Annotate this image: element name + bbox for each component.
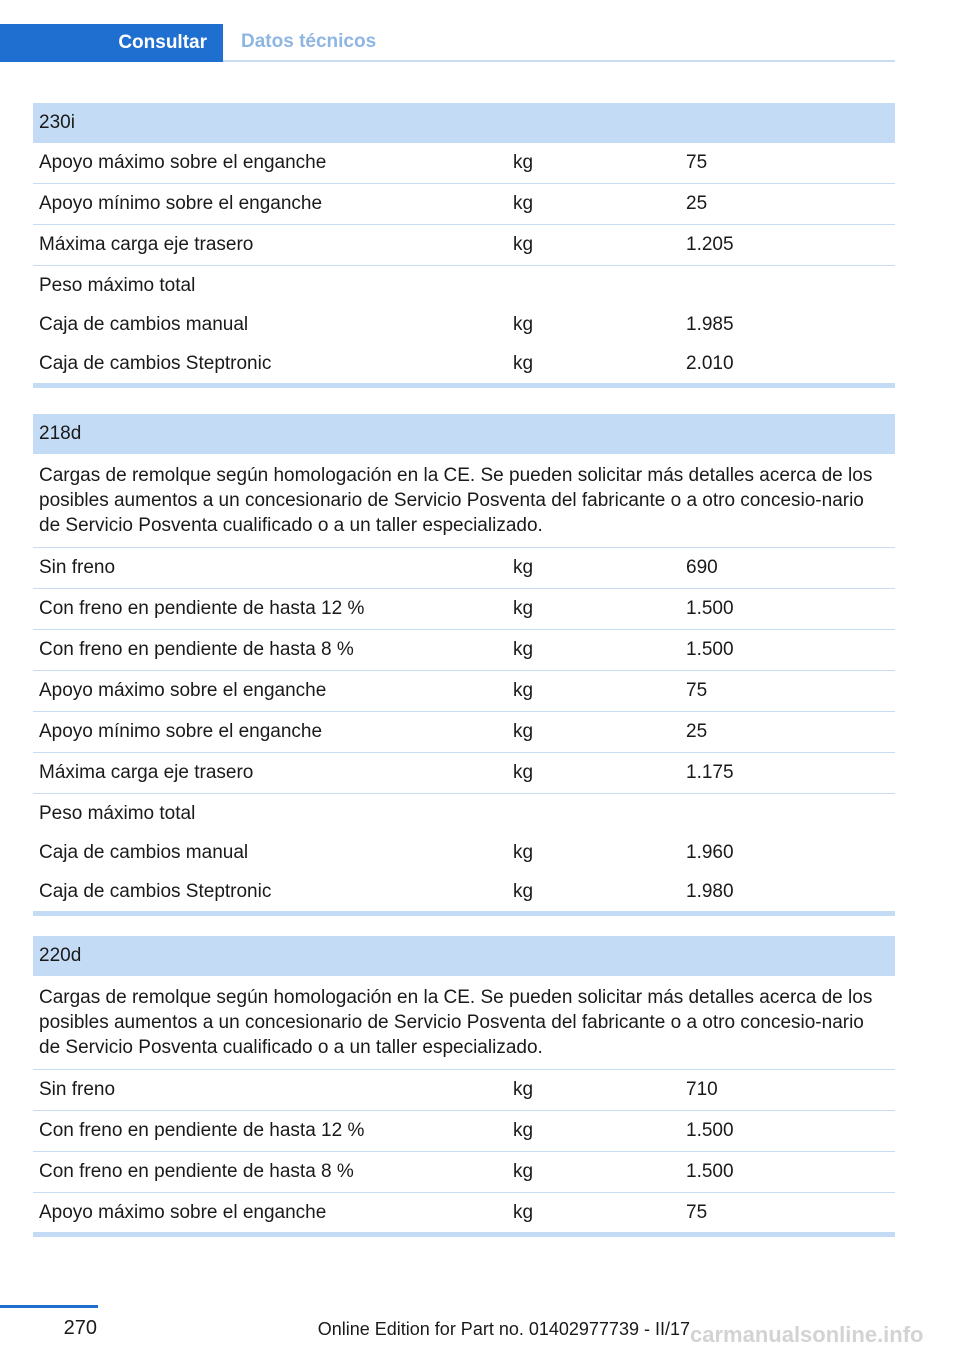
table-note: Cargas de remolque según homologación en la CE. Se pueden solicitar más detalles acerca de los posibles aumentos a un concesionario de Servicio Posventa del fabricante o a otro concesio-nario de Servicio Posventa cualificado o a un taller especializado. [33,454,895,548]
tab-underline [223,60,895,62]
row-value: 25 [686,193,708,214]
row-value: 1.500 [686,1161,734,1182]
row-unit: kg [513,234,534,255]
row-label: Apoyo mínimo sobre el enganche [39,721,323,742]
table-row [33,671,895,712]
row-unit: kg [513,1161,534,1182]
tab-bar [0,24,895,62]
row-label: Con freno en pendiente de hasta 12 % [39,1120,365,1141]
table-row [33,630,895,671]
row-label: Apoyo máximo sobre el enganche [39,680,327,701]
table-end-bar [33,911,895,916]
row-label: Máxima carga eje trasero [39,234,254,255]
row-unit: kg [513,313,534,335]
table-row [33,143,895,184]
row-value: 1.500 [686,1120,734,1141]
row-label: Peso máximo total [39,802,196,824]
row-unit: kg [513,639,534,660]
table-row [33,225,895,266]
row-unit: kg [513,1120,534,1141]
table-row [33,344,895,383]
row-value: 75 [686,1201,708,1223]
row-label: Caja de cambios manual [39,313,249,335]
table-218d [33,414,895,916]
row-label: Sin freno [39,1079,116,1100]
row-value: 1.500 [686,639,734,660]
row-value: 710 [686,1079,718,1100]
table-row [33,1152,895,1193]
row-label: Con freno en pendiente de hasta 12 % [39,598,365,619]
table-row [33,872,895,911]
edition-text: Online Edition for Part no. 01402977739 - II/17 [317,1319,690,1339]
row-label: Con freno en pendiente de hasta 8 % [39,639,354,660]
row-label: Sin freno [39,557,116,578]
row-unit: kg [513,193,534,214]
row-unit: kg [513,557,534,578]
row-value: 2.010 [686,352,734,374]
row-label: Caja de cambios manual [39,841,249,863]
table-note: Cargas de remolque según homologación en la CE. Se pueden solicitar más detalles acerca de los posibles aumentos a un concesionario de Servicio Posventa del fabricante o a otro concesio-nario de Servicio Posventa cualificado o a un taller especializado. [33,976,895,1070]
table-230i [33,103,895,388]
table-row [33,589,895,630]
row-value: 1.500 [686,598,734,619]
row-label: Caja de cambios Steptronic [39,352,272,374]
page-number: 270 [63,1317,97,1339]
table-title: 230i [33,103,895,143]
row-value: 25 [686,721,708,742]
row-label: Apoyo mínimo sobre el enganche [39,193,323,214]
row-label: Apoyo máximo sobre el enganche [39,152,327,173]
tab-datos-tecnicos[interactable]: Datos técnicos [241,31,377,52]
table-row [33,833,895,872]
watermark: carmanualsonline.info [690,1322,924,1347]
row-value: 1.205 [686,234,734,255]
row-label: Máxima carga eje trasero [39,762,254,783]
row-value: 1.175 [686,762,734,783]
row-label: Apoyo máximo sobre el enganche [39,1201,327,1223]
row-unit: kg [513,680,534,701]
row-value: 1.960 [686,841,734,863]
row-value: 75 [686,680,708,701]
table-row [33,712,895,753]
row-unit: kg [513,598,534,619]
table-row [33,184,895,225]
table-row [33,305,895,344]
row-label: Peso máximo total [39,274,196,296]
row-value: 1.980 [686,880,734,902]
row-unit: kg [513,1201,534,1223]
table-title: 218d [33,414,895,454]
table-end-bar [33,1232,895,1237]
tab-consultar[interactable]: Consultar [0,24,223,62]
table-row [33,753,895,794]
row-label: Con freno en pendiente de hasta 8 % [39,1161,354,1182]
table-row [33,1070,895,1111]
row-unit: kg [513,880,534,902]
table-220d [33,936,895,1237]
table-row [33,266,895,305]
row-value: 690 [686,557,718,578]
table-row [33,1111,895,1152]
table-row [33,1193,895,1232]
table-end-bar [33,383,895,388]
row-label: Caja de cambios Steptronic [39,880,272,902]
row-unit: kg [513,721,534,742]
row-unit: kg [513,352,534,374]
page-number-rule [0,1305,98,1308]
row-value: 1.985 [686,313,734,335]
row-value: 75 [686,152,708,173]
row-unit: kg [513,762,534,783]
row-unit: kg [513,841,534,863]
table-title: 220d [33,936,895,976]
row-unit: kg [513,1079,534,1100]
row-unit: kg [513,152,534,173]
table-row [33,794,895,833]
table-row [33,548,895,589]
